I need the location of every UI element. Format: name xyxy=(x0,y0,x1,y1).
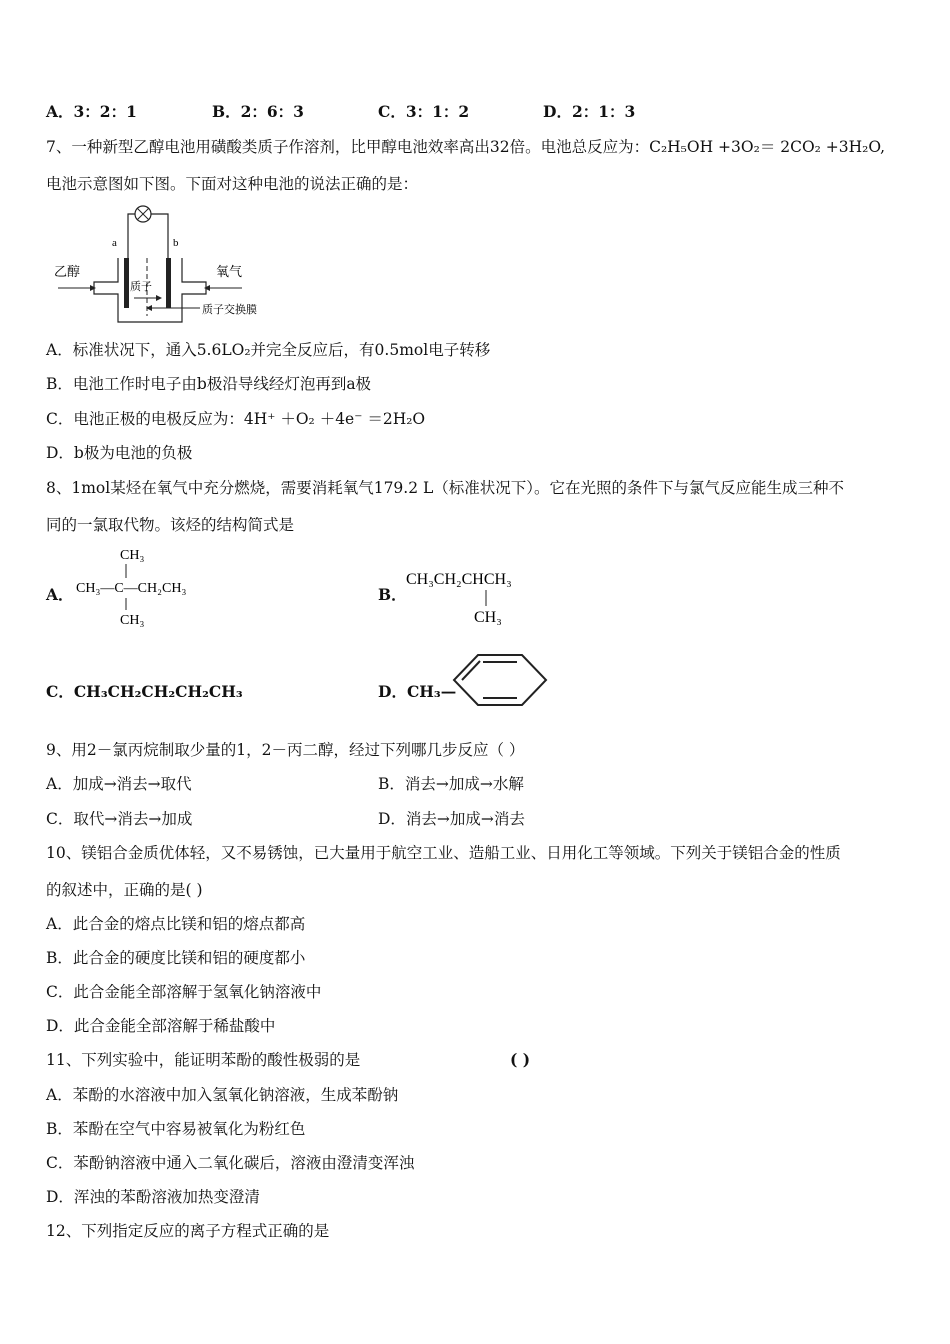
q11-option-d: D．浑浊的苯酚溶液加热变澄清 xyxy=(46,1188,260,1206)
q10-option-b: B．此合金的硬度比镁和铝的硬度都小 xyxy=(46,949,306,967)
q10-option-a: A．此合金的熔点比镁和铝的熔点都高 xyxy=(46,915,306,933)
svg-text:CH₃CH₂CHCH₃: CH₃CH₂CHCH₃ xyxy=(406,571,512,588)
q8-structure-b xyxy=(404,562,554,632)
oxygen-label: 氧气 xyxy=(216,264,243,279)
q7-option-b: B．电池工作时电子由b极沿导线经灯泡再到a极 xyxy=(46,375,372,393)
q11-option-b: B．苯酚在空气中容易被氧化为粉红色 xyxy=(46,1120,306,1138)
q9-stem: 9、用2－氯丙烷制取少量的1，2－丙二醇，经过下列哪几步反应（ ） xyxy=(46,741,525,759)
svg-text:CH₃: CH₃ xyxy=(474,609,502,626)
q6-option-b: B．2：6：3 xyxy=(212,102,304,121)
svg-text:CH₃: CH₃ xyxy=(120,613,145,628)
q11-stem: 11、下列实验中，能证明苯酚的酸性极弱的是 xyxy=(46,1051,361,1069)
q8-stem-line1: 8、1mol某烃在氧气中充分燃烧，需要消耗氧气179.2 L（标准状况下）。它在光照的条件下与氯气反应能生成三种不 xyxy=(46,479,845,497)
fuel-cell-diagram xyxy=(50,200,290,330)
q8-option-b-label: B． xyxy=(378,585,407,604)
q7-stem-line2: 电池示意图如下图。下面对这种电池的说法正确的是： xyxy=(46,175,419,193)
q10-stem-line2: 的叙述中，正确的是( ) xyxy=(46,881,203,899)
electrode-a-label: a xyxy=(112,237,117,249)
q7-option-a: A．标准状况下，通入5.6LO₂并完全反应后，有0.5mol电子转移 xyxy=(46,341,491,359)
q8-option-a-label: A． xyxy=(46,585,74,604)
q8-stem-line2: 同的一氯取代物。该烃的结构简式是 xyxy=(46,516,295,534)
q8-option-c: C．CH₃CH₂CH₂CH₂CH₃ xyxy=(46,682,243,701)
q12-stem: 12、下列指定反应的离子方程式正确的是 xyxy=(46,1222,330,1240)
q6-option-c: C．3：1：2 xyxy=(378,102,470,121)
proton-label: 质子 xyxy=(130,281,152,293)
q11-option-c: C．苯酚钠溶液中通入二氧化碳后，溶液由澄清变浑浊 xyxy=(46,1154,415,1172)
electrode-b-label: b xyxy=(173,237,179,249)
q9-option-b: B．消去→加成→水解 xyxy=(378,775,524,793)
q6-option-a: A．3：2：1 xyxy=(46,102,137,121)
svg-text:CH₃: CH₃ xyxy=(120,548,145,563)
q8-structure-a xyxy=(74,542,214,632)
membrane-label: 质子交换膜 xyxy=(202,304,257,316)
q10-option-d: D．此合金能全部溶解于稀盐酸中 xyxy=(46,1017,276,1035)
q7-option-c: C．电池正极的电极反应为：4H⁺ ＋O₂ ＋4e⁻ ＝2H₂O xyxy=(46,410,426,428)
q11-option-a: A．苯酚的水溶液中加入氢氧化钠溶液，生成苯酚钠 xyxy=(46,1086,399,1104)
q7-option-d: D．b极为电池的负极 xyxy=(46,444,193,462)
svg-text:CH₃—C—CH₂CH₃: CH₃—C—CH₂CH₃ xyxy=(76,581,187,596)
q11-answer-paren: ( ) xyxy=(510,1050,531,1069)
q6-option-d: D．2：1：3 xyxy=(543,102,636,121)
q9-option-d: D．消去→加成→消去 xyxy=(378,810,525,828)
q8-option-d-label: D．CH₃— xyxy=(378,682,457,701)
benzene-ring-icon xyxy=(450,651,550,709)
q9-option-c: C．取代→消去→加成 xyxy=(46,810,193,828)
q9-option-a: A．加成→消去→取代 xyxy=(46,775,192,793)
q10-option-c: C．此合金能全部溶解于氢氧化钠溶液中 xyxy=(46,983,322,1001)
ethanol-label: 乙醇 xyxy=(54,264,81,279)
q7-stem-line1: 7、一种新型乙醇电池用磺酸类质子作溶剂，比甲醇电池效率高出32倍。电池总反应为：C₂H₅OH +3O₂＝ 2CO₂ +3H₂O, xyxy=(46,138,886,156)
q10-stem-line1: 10、镁铝合金质优体轻，又不易锈蚀，已大量用于航空工业、造船工业、日用化工等领域。下列关于镁铝合金的性质 xyxy=(46,844,841,862)
